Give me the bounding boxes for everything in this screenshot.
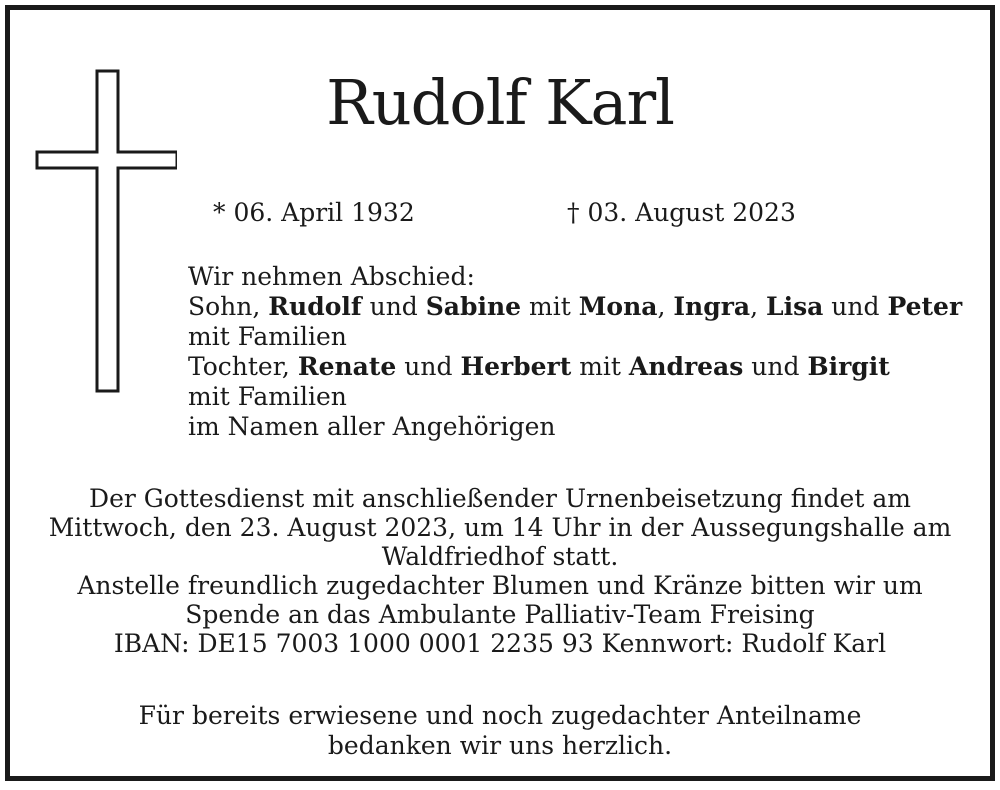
family-line-daughter-families: mit Familien [188,382,347,411]
family-name: Ingra [673,292,751,321]
service-line: Der Gottesdienst mit anschließender Urnenbeisetzung findet am [89,484,911,513]
family-line-son: Sohn, Rudolf und Sabine mit Mona, Ingra, Lisa und Peter [188,292,963,321]
service-line: Mittwoch, den 23. August 2023, um 14 Uhr in der Aussegungshalle am [48,513,952,542]
service-line: Waldfriedhof statt. [381,542,619,571]
family-name: Renate [297,352,397,381]
family-name: Sabine [425,292,522,321]
thanks-line: bedanken wir uns herzlich. [327,731,673,760]
family-block [188,262,988,442]
family-name: Lisa [766,292,824,321]
family-name: Birgit [807,352,890,381]
family-name: Rudolf [268,292,362,321]
family-line-son-families: mit Familien [188,322,347,351]
donation-line: Spende an das Ambulante Palliativ-Team Freising [185,600,815,629]
family-name: Mona [578,292,658,321]
death-date: † 03. August 2023 [567,198,796,227]
family-name: Peter [887,292,963,321]
deceased-name: Rudolf Karl [326,66,674,139]
farewell-intro: Wir nehmen Abschied: [188,262,475,291]
family-line-relatives: im Namen aller Angehörigen [188,412,556,441]
donation-line: Anstelle freundlich zugedachter Blumen und Kränze bitten wir um [77,571,923,600]
family-name: Andreas [628,352,744,381]
iban-line: IBAN: DE15 7003 1000 0001 2235 93 Kennwort: Rudolf Karl [113,629,887,658]
thanks-line: Für bereits erwiesene und noch zugedachter Anteilname [138,701,862,730]
service-info [0,484,1000,658]
birth-date: * 06. April 1932 [213,198,415,227]
family-line-daughter: Tochter, Renate und Herbert mit Andreas und Birgit [188,352,890,381]
thanks-block [0,701,1000,761]
family-name: Herbert [460,352,572,381]
